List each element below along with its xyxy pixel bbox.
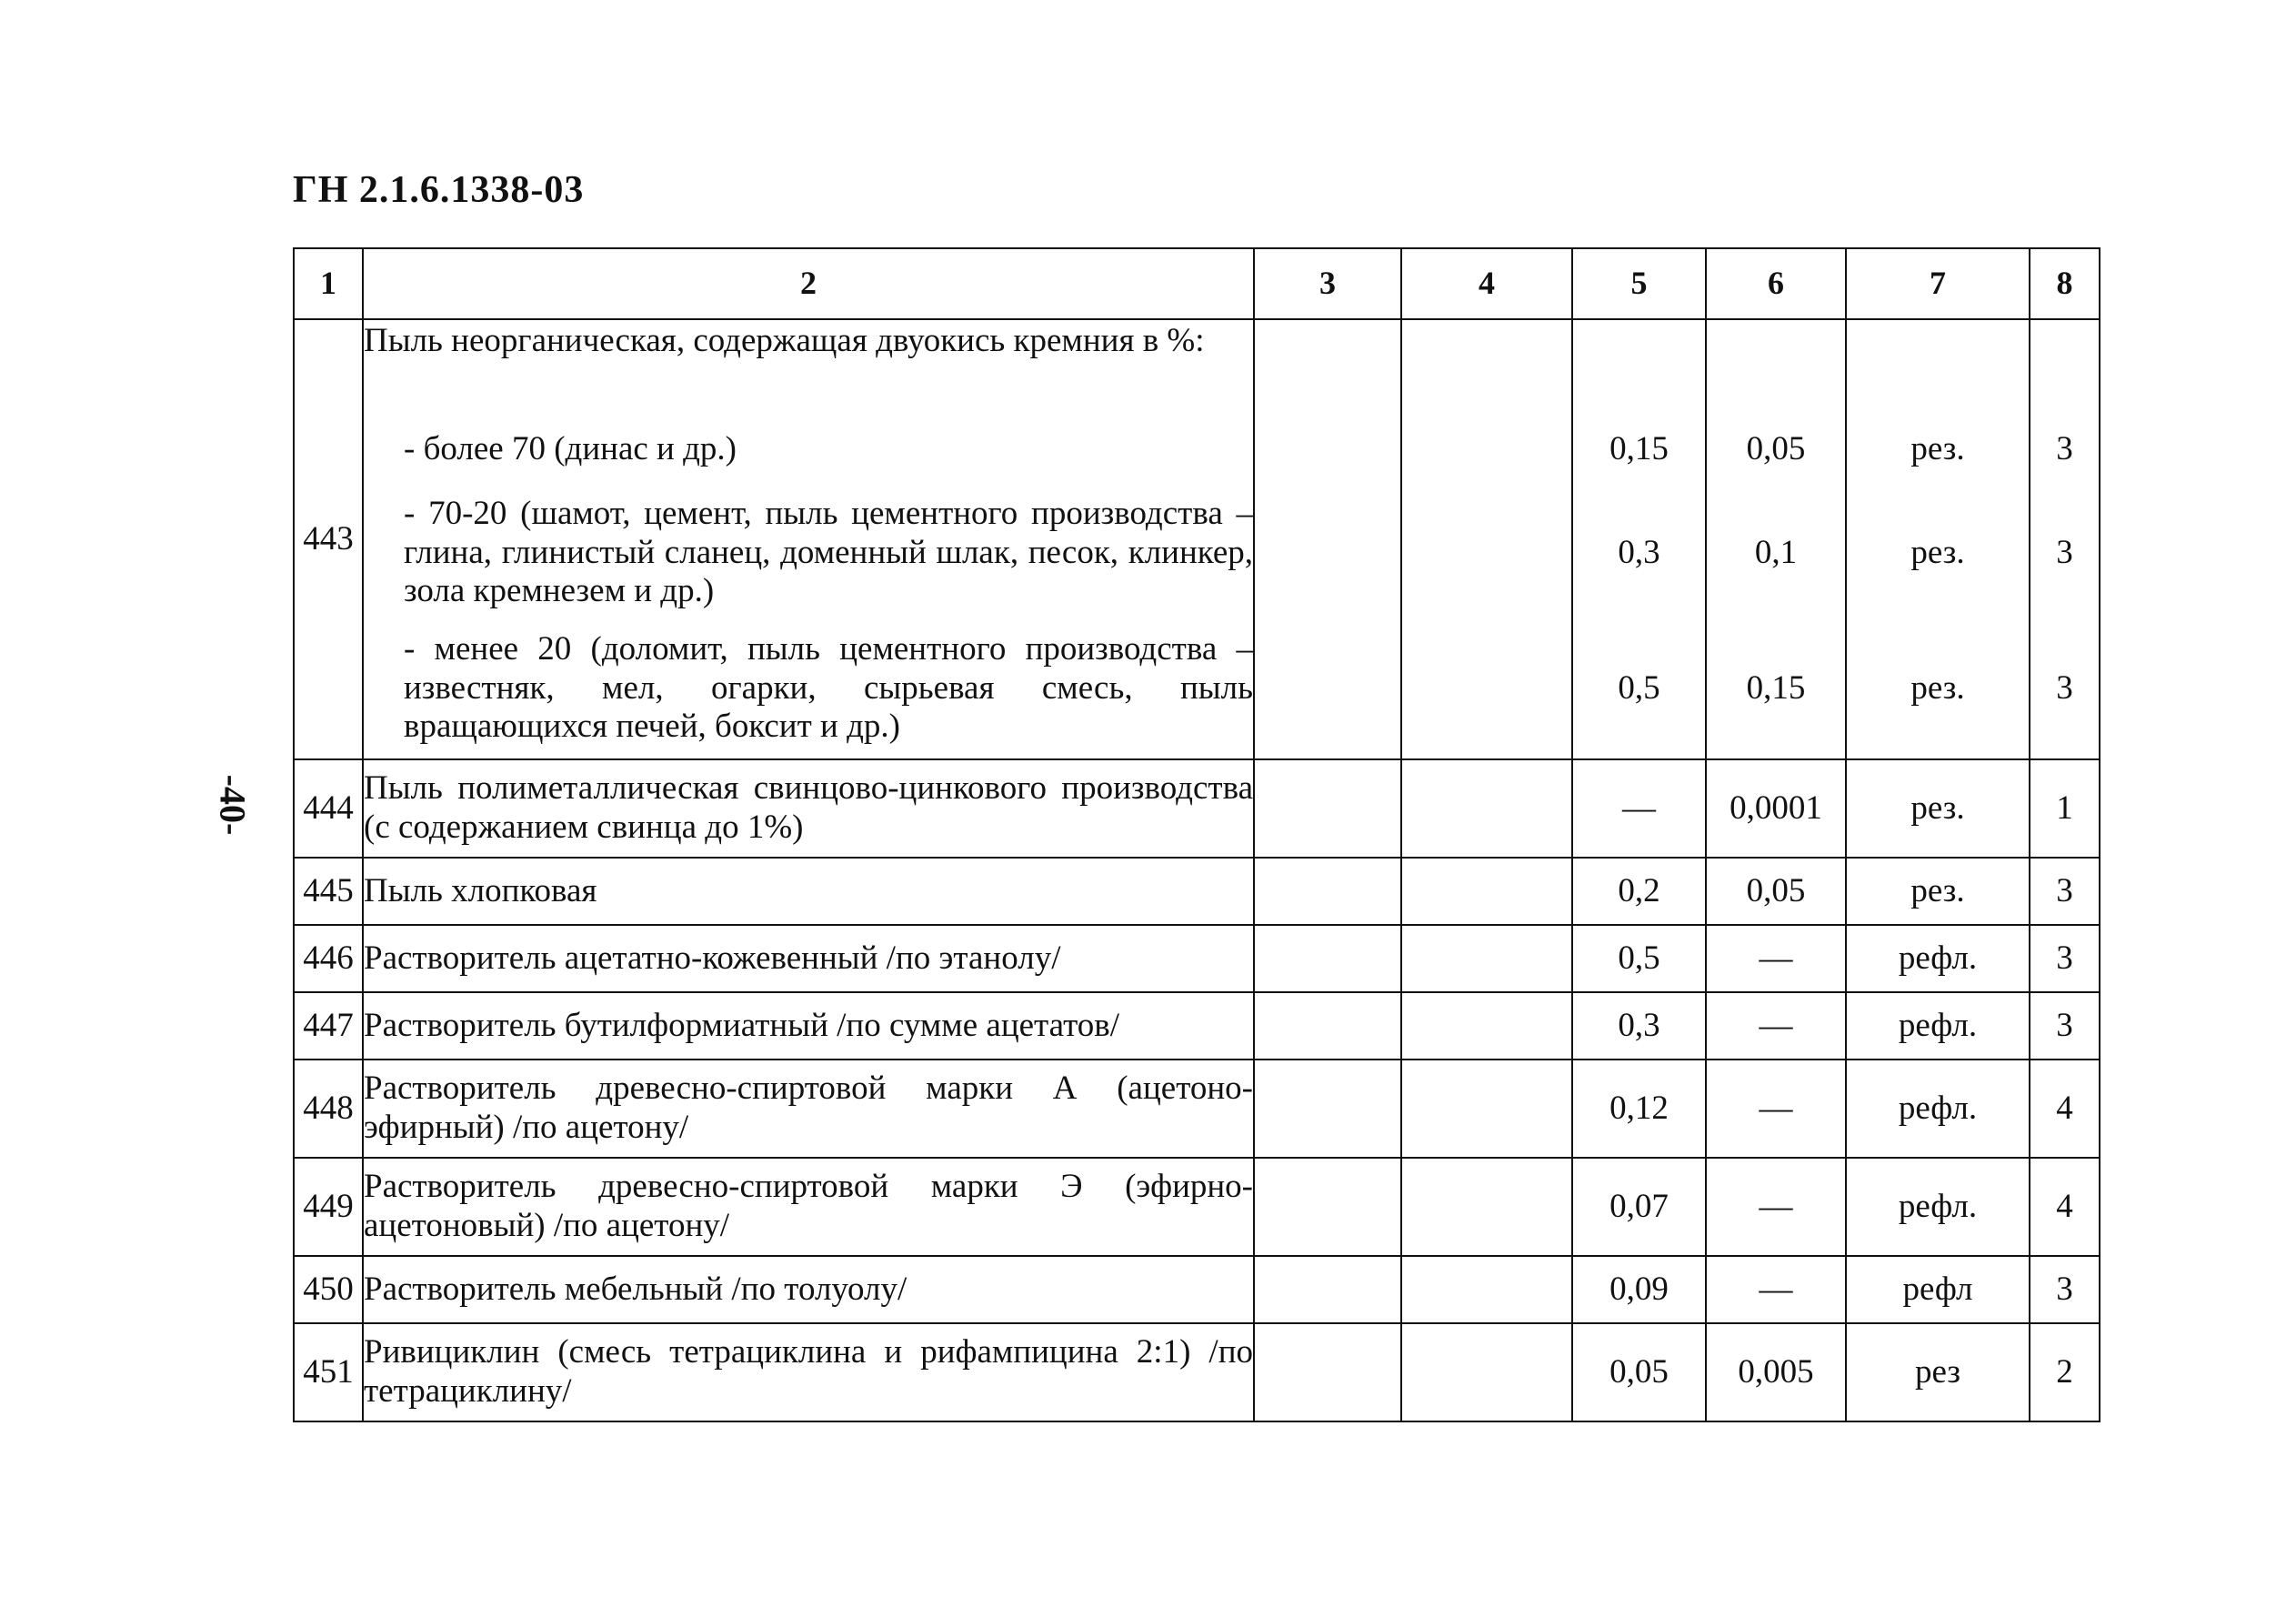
empty-cell bbox=[1254, 1256, 1401, 1323]
empty-cell bbox=[1401, 925, 1572, 992]
value-cell: рефл. bbox=[1846, 925, 2030, 992]
empty-cell bbox=[1401, 1256, 1572, 1323]
value-cell: рефл. bbox=[1846, 992, 2030, 1060]
value-cell: 0,5 bbox=[1572, 925, 1706, 992]
row-number: 451 bbox=[294, 1323, 363, 1421]
value-cell: рефл. bbox=[1846, 1158, 2030, 1256]
empty-cell bbox=[1254, 925, 1401, 992]
value: 0,05 bbox=[1746, 429, 1806, 467]
value-cell: рез. bbox=[1846, 759, 2030, 858]
table-row bbox=[294, 1323, 2100, 1421]
sub-item-name: - более 70 (динас и др.) bbox=[404, 429, 737, 467]
row-number: 449 bbox=[294, 1158, 363, 1256]
empty-cell bbox=[1401, 759, 1572, 858]
table-row bbox=[294, 1256, 2100, 1323]
sub-item-name: - 70-20 (шамот, цемент, пыль цементного производства – глина, глинистый сланец, доменный шлак, песок, клинкер, зола кремнезем и др.) bbox=[404, 495, 1253, 610]
document-code: ГН 2.1.6.1338-03 bbox=[293, 169, 585, 211]
value-cell: 2 bbox=[2030, 1323, 2100, 1421]
table-row bbox=[294, 1158, 2100, 1256]
substance-name: Растворитель древесно-спиртовой марки А (ацетоно-эфирный) /по ацетону/ bbox=[363, 1060, 1254, 1158]
value-cell: рефл. bbox=[1846, 1060, 2030, 1158]
value-cell bbox=[1572, 319, 1706, 759]
row-number: 446 bbox=[294, 925, 363, 992]
value-cell: рез. bbox=[1846, 858, 2030, 925]
empty-cell bbox=[1401, 1323, 1572, 1421]
value-cell: 0,0001 bbox=[1706, 759, 1846, 858]
value-cell: 3 bbox=[2030, 858, 2100, 925]
empty-cell bbox=[1401, 1060, 1572, 1158]
table-row bbox=[294, 992, 2100, 1060]
value-cell: 0,005 bbox=[1706, 1323, 1846, 1421]
value: 0,15 bbox=[1609, 429, 1669, 467]
value: 0,15 bbox=[1746, 668, 1806, 707]
value: 0,1 bbox=[1754, 533, 1798, 571]
empty-cell bbox=[1254, 1158, 1401, 1256]
row-number: 450 bbox=[294, 1256, 363, 1323]
value: 0,5 bbox=[1618, 668, 1660, 707]
value: 3 bbox=[2056, 668, 2073, 707]
value-cell: 0,09 bbox=[1572, 1256, 1706, 1323]
value-cell: — bbox=[1706, 1060, 1846, 1158]
value-cell: рез bbox=[1846, 1323, 2030, 1421]
column-header: 5 bbox=[1572, 248, 1706, 319]
value-cell: 4 bbox=[2030, 1158, 2100, 1256]
value-cell: 0,12 bbox=[1572, 1060, 1706, 1158]
value-cell bbox=[1846, 319, 2030, 759]
value-cell: 3 bbox=[2030, 925, 2100, 992]
value-cell: — bbox=[1706, 1256, 1846, 1323]
value: 3 bbox=[2056, 533, 2073, 571]
value-cell bbox=[1706, 319, 1846, 759]
column-header: 8 bbox=[2030, 248, 2100, 319]
empty-cell bbox=[1254, 319, 1401, 759]
row-number: 445 bbox=[294, 858, 363, 925]
substance-name: Растворитель древесно-спиртовой марки Э (эфирно-ацетоновый) /по ацетону/ bbox=[363, 1158, 1254, 1256]
substance-name: Растворитель ацетатно-кожевенный /по этанолу/ bbox=[363, 925, 1254, 992]
substance-name: Ривициклин (смесь тетрациклина и рифампицина 2:1) /по тетрациклину/ bbox=[363, 1323, 1254, 1421]
value-cell: — bbox=[1572, 759, 1706, 858]
value-cell: — bbox=[1706, 925, 1846, 992]
value-cell: 0,07 bbox=[1572, 1158, 1706, 1256]
table-row bbox=[294, 925, 2100, 992]
empty-cell bbox=[1401, 1158, 1572, 1256]
sub-item-name: - менее 20 (доломит, пыль цементного производства – известняк, мел, огарки, сырьевая смесь, пыль вращающихся печей, боксит и др.) bbox=[404, 630, 1253, 746]
value-cell: 3 bbox=[2030, 1256, 2100, 1323]
substance-name bbox=[363, 319, 1254, 759]
row-number: 448 bbox=[294, 1060, 363, 1158]
value-cell: 0,05 bbox=[1706, 858, 1846, 925]
value-cell: 0,2 bbox=[1572, 858, 1706, 925]
value-cell: — bbox=[1706, 1158, 1846, 1256]
empty-cell bbox=[1254, 1323, 1401, 1421]
norms-table bbox=[293, 247, 2100, 1422]
value-cell: 4 bbox=[2030, 1060, 2100, 1158]
row-number: 447 bbox=[294, 992, 363, 1060]
value-cell: 0,05 bbox=[1572, 1323, 1706, 1421]
substance-name: Пыль хлопковая bbox=[363, 858, 1254, 925]
value-cell: рефл bbox=[1846, 1256, 2030, 1323]
value: рез. bbox=[1910, 429, 1965, 467]
table-row bbox=[294, 759, 2100, 858]
table-row bbox=[294, 1060, 2100, 1158]
empty-cell bbox=[1401, 992, 1572, 1060]
page-number: -40- bbox=[212, 774, 254, 836]
table-row bbox=[294, 858, 2100, 925]
column-header: 6 bbox=[1706, 248, 1846, 319]
row-number: 444 bbox=[294, 759, 363, 858]
substance-name: Пыль полиметаллическая свинцово-цинкового производства (с содержанием свинца до 1%) bbox=[363, 759, 1254, 858]
empty-cell bbox=[1254, 759, 1401, 858]
group-intro: Пыль неорганическая, содержащая двуокись кремния в %: bbox=[364, 322, 1205, 359]
column-header: 2 bbox=[363, 248, 1254, 319]
value: рез. bbox=[1910, 668, 1965, 707]
value: 3 bbox=[2056, 429, 2073, 467]
value: рез. bbox=[1910, 533, 1965, 571]
empty-cell bbox=[1254, 858, 1401, 925]
table-row bbox=[294, 319, 2100, 759]
empty-cell bbox=[1254, 1060, 1401, 1158]
value-cell: — bbox=[1706, 992, 1846, 1060]
value-cell bbox=[2030, 319, 2100, 759]
column-header: 1 bbox=[294, 248, 363, 319]
column-header: 3 bbox=[1254, 248, 1401, 319]
table-header-row bbox=[294, 248, 2100, 319]
row-number: 443 bbox=[294, 319, 363, 759]
value-cell: 3 bbox=[2030, 992, 2100, 1060]
substance-name: Растворитель бутилформиатный /по сумме ацетатов/ bbox=[363, 992, 1254, 1060]
value-cell: 0,3 bbox=[1572, 992, 1706, 1060]
empty-cell bbox=[1401, 858, 1572, 925]
value: 0,3 bbox=[1618, 533, 1660, 571]
column-header: 7 bbox=[1846, 248, 2030, 319]
empty-cell bbox=[1254, 992, 1401, 1060]
empty-cell bbox=[1401, 319, 1572, 759]
column-header: 4 bbox=[1401, 248, 1572, 319]
substance-name: Растворитель мебельный /по толуолу/ bbox=[363, 1256, 1254, 1323]
value-cell: 1 bbox=[2030, 759, 2100, 858]
